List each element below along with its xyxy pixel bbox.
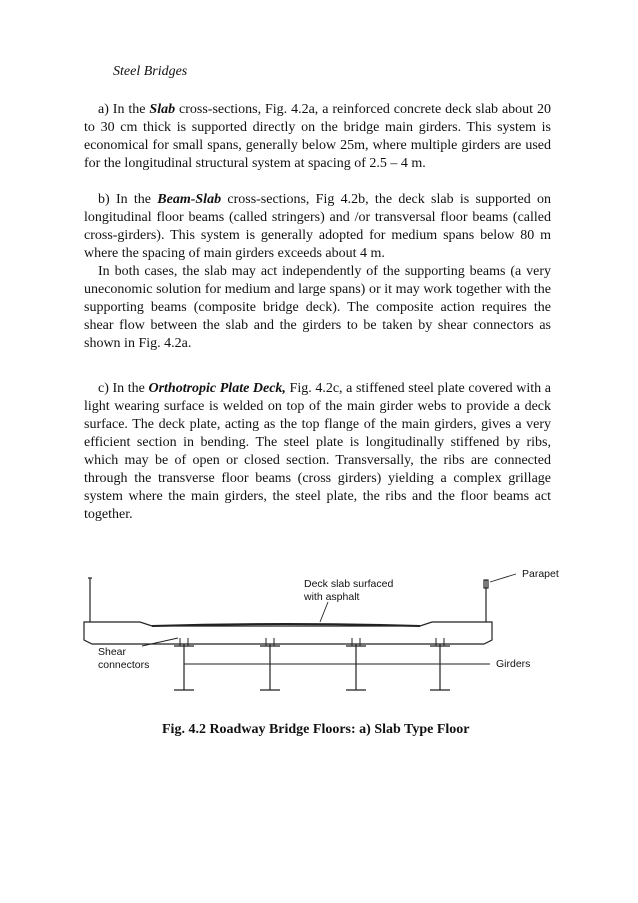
label-girders: Girders	[496, 658, 531, 670]
term-slab: Slab	[149, 102, 176, 117]
deck-leader	[320, 602, 328, 622]
figure-caption: Fig. 4.2 Roadway Bridge Floors: a) Slab Type Floor	[162, 722, 470, 737]
shear-leader	[142, 638, 178, 646]
paragraph-text: b) In the	[98, 192, 158, 207]
paragraph-text: cross-sections, Fig. 4.2a, a reinforced concrete deck slab about 20 to 30 cm thick is supported directly on the bridge main girders. This system is economical for small spans, generally below 25m, where multiple girders are used for the longitudinal structural system at spacing of 2.5 – 4 m.	[84, 102, 551, 171]
paragraph-beam-slab	[84, 191, 551, 263]
label-deck-slab: Deck slab surfaced with asphalt	[304, 578, 394, 603]
deck-slab	[84, 622, 492, 644]
running-header: Steel Bridges	[113, 64, 188, 79]
paragraph-text: Fig. 4.2c, a stiffened steel plate covered with a light wearing surface is welded on top of the main girder webs to provide a deck surface. The deck plate, acting as the top flange of the main girders, gives a very efficient section in bending. The steel plate is longitudinally stiffened by ribs, which may be of open or closed section. Transversally, the ribs are connected through the transverse floor beams (cross girders) yielding a complex grillage system where the main girders, the steel plate, the ribs and the floor beams act together.	[84, 381, 551, 522]
shear-connectors	[180, 638, 444, 646]
paragraph-slab	[84, 101, 551, 173]
paragraph-text: c) In the	[98, 381, 149, 396]
term-beam-slab: Beam-Slab	[157, 192, 222, 207]
label-parapet: Parapet	[522, 568, 559, 580]
term-orthotropic: Orthotropic Plate Deck,	[148, 381, 286, 396]
slab-floor-figure	[80, 560, 580, 700]
paragraph-text: a) In the	[98, 102, 150, 117]
paragraph-orthotropic	[84, 380, 551, 524]
parapet-leader	[490, 574, 516, 582]
label-shear-connectors: Shear connectors	[98, 646, 150, 671]
paragraph-composite: In both cases, the slab may act independently of the supporting beams (a very uneconomic solution for medium and large spans) or it may work together with the supporting beams (composite bridge deck). The composite action requires the shear flow between the slab and the girders to be taken by shear connectors as shown in Fig. 4.2a.	[84, 264, 551, 351]
paragraph-text: cross-sections, Fig 4.2b, the deck slab is supported on longitudinal floor beams (called stringers) and /or transversal floor beams (called cross-girders). This system is generally adopted for medium spans below 80 m where the spacing of main girders exceeds about 4 m.	[84, 192, 551, 261]
girders	[174, 644, 450, 690]
